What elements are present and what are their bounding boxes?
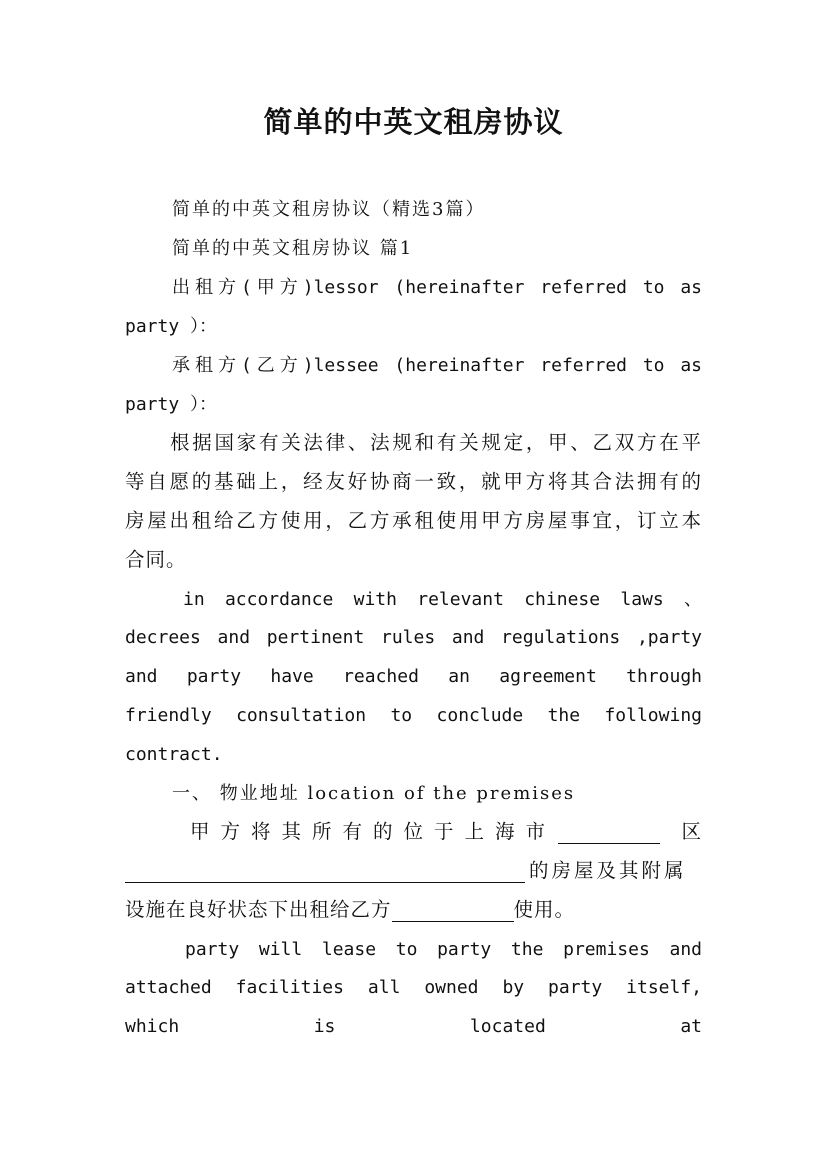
location-line: [190, 820, 702, 844]
en-paragraph-line: and party have reached an agreement through: [125, 666, 702, 687]
cn-paragraph-line: 房屋出租给乙方使用，乙方承租使用甲方房屋事宜，订立本: [125, 509, 702, 532]
usage-blank[interactable]: [392, 903, 514, 922]
en-location-line: party will lease to party the premises and: [185, 939, 702, 960]
location-line: [125, 859, 702, 883]
item1-heading: 一、 物业地址 location of the premises: [172, 783, 576, 804]
document-title: 简单的中英文租房协议: [263, 105, 564, 139]
location-text-end: 区: [681, 820, 702, 843]
location-line: [125, 898, 702, 922]
subtitle: 简单的中英文租房协议（精选3篇）: [172, 199, 486, 220]
location-text: 甲方将其所有的位于上海市: [190, 820, 557, 843]
lessor-line: 出租方(甲方)lessor (hereinafter referred to as: [172, 277, 702, 298]
address-blank[interactable]: [125, 864, 525, 883]
lessor-party-line: party ）：: [125, 316, 218, 337]
en-location-line: which is located at: [125, 1016, 702, 1037]
location-text: 设施在良好状态下出租给乙方: [125, 898, 392, 921]
district-blank[interactable]: [558, 825, 660, 844]
location-text: 的房屋及其附属: [529, 859, 687, 882]
en-paragraph-line: in accordance with relevant chinese laws 、: [183, 589, 702, 610]
lessee-line: 承租方(乙方)lessee (hereinafter referred to as: [172, 355, 702, 376]
en-location-line: attached facilities all owned by party itself,: [125, 977, 702, 998]
cn-paragraph-line: 根据国家有关法律、法规和有关规定，甲、乙双方在平: [170, 431, 702, 454]
en-paragraph-line: contract.: [125, 744, 223, 765]
en-paragraph-line: decrees and pertinent rules and regulations ,party: [125, 627, 702, 648]
location-text-end: 使用。: [513, 898, 576, 921]
cn-paragraph-line: 等自愿的基础上，经友好协商一致，就甲方将其合法拥有的: [125, 470, 702, 493]
cn-paragraph-line: 合同。: [125, 548, 187, 571]
en-paragraph-line: friendly consultation to conclude the following: [125, 705, 702, 726]
lessee-party-line: party ）：: [125, 394, 218, 415]
section-heading: 简单的中英文租房协议 篇1: [172, 238, 414, 259]
